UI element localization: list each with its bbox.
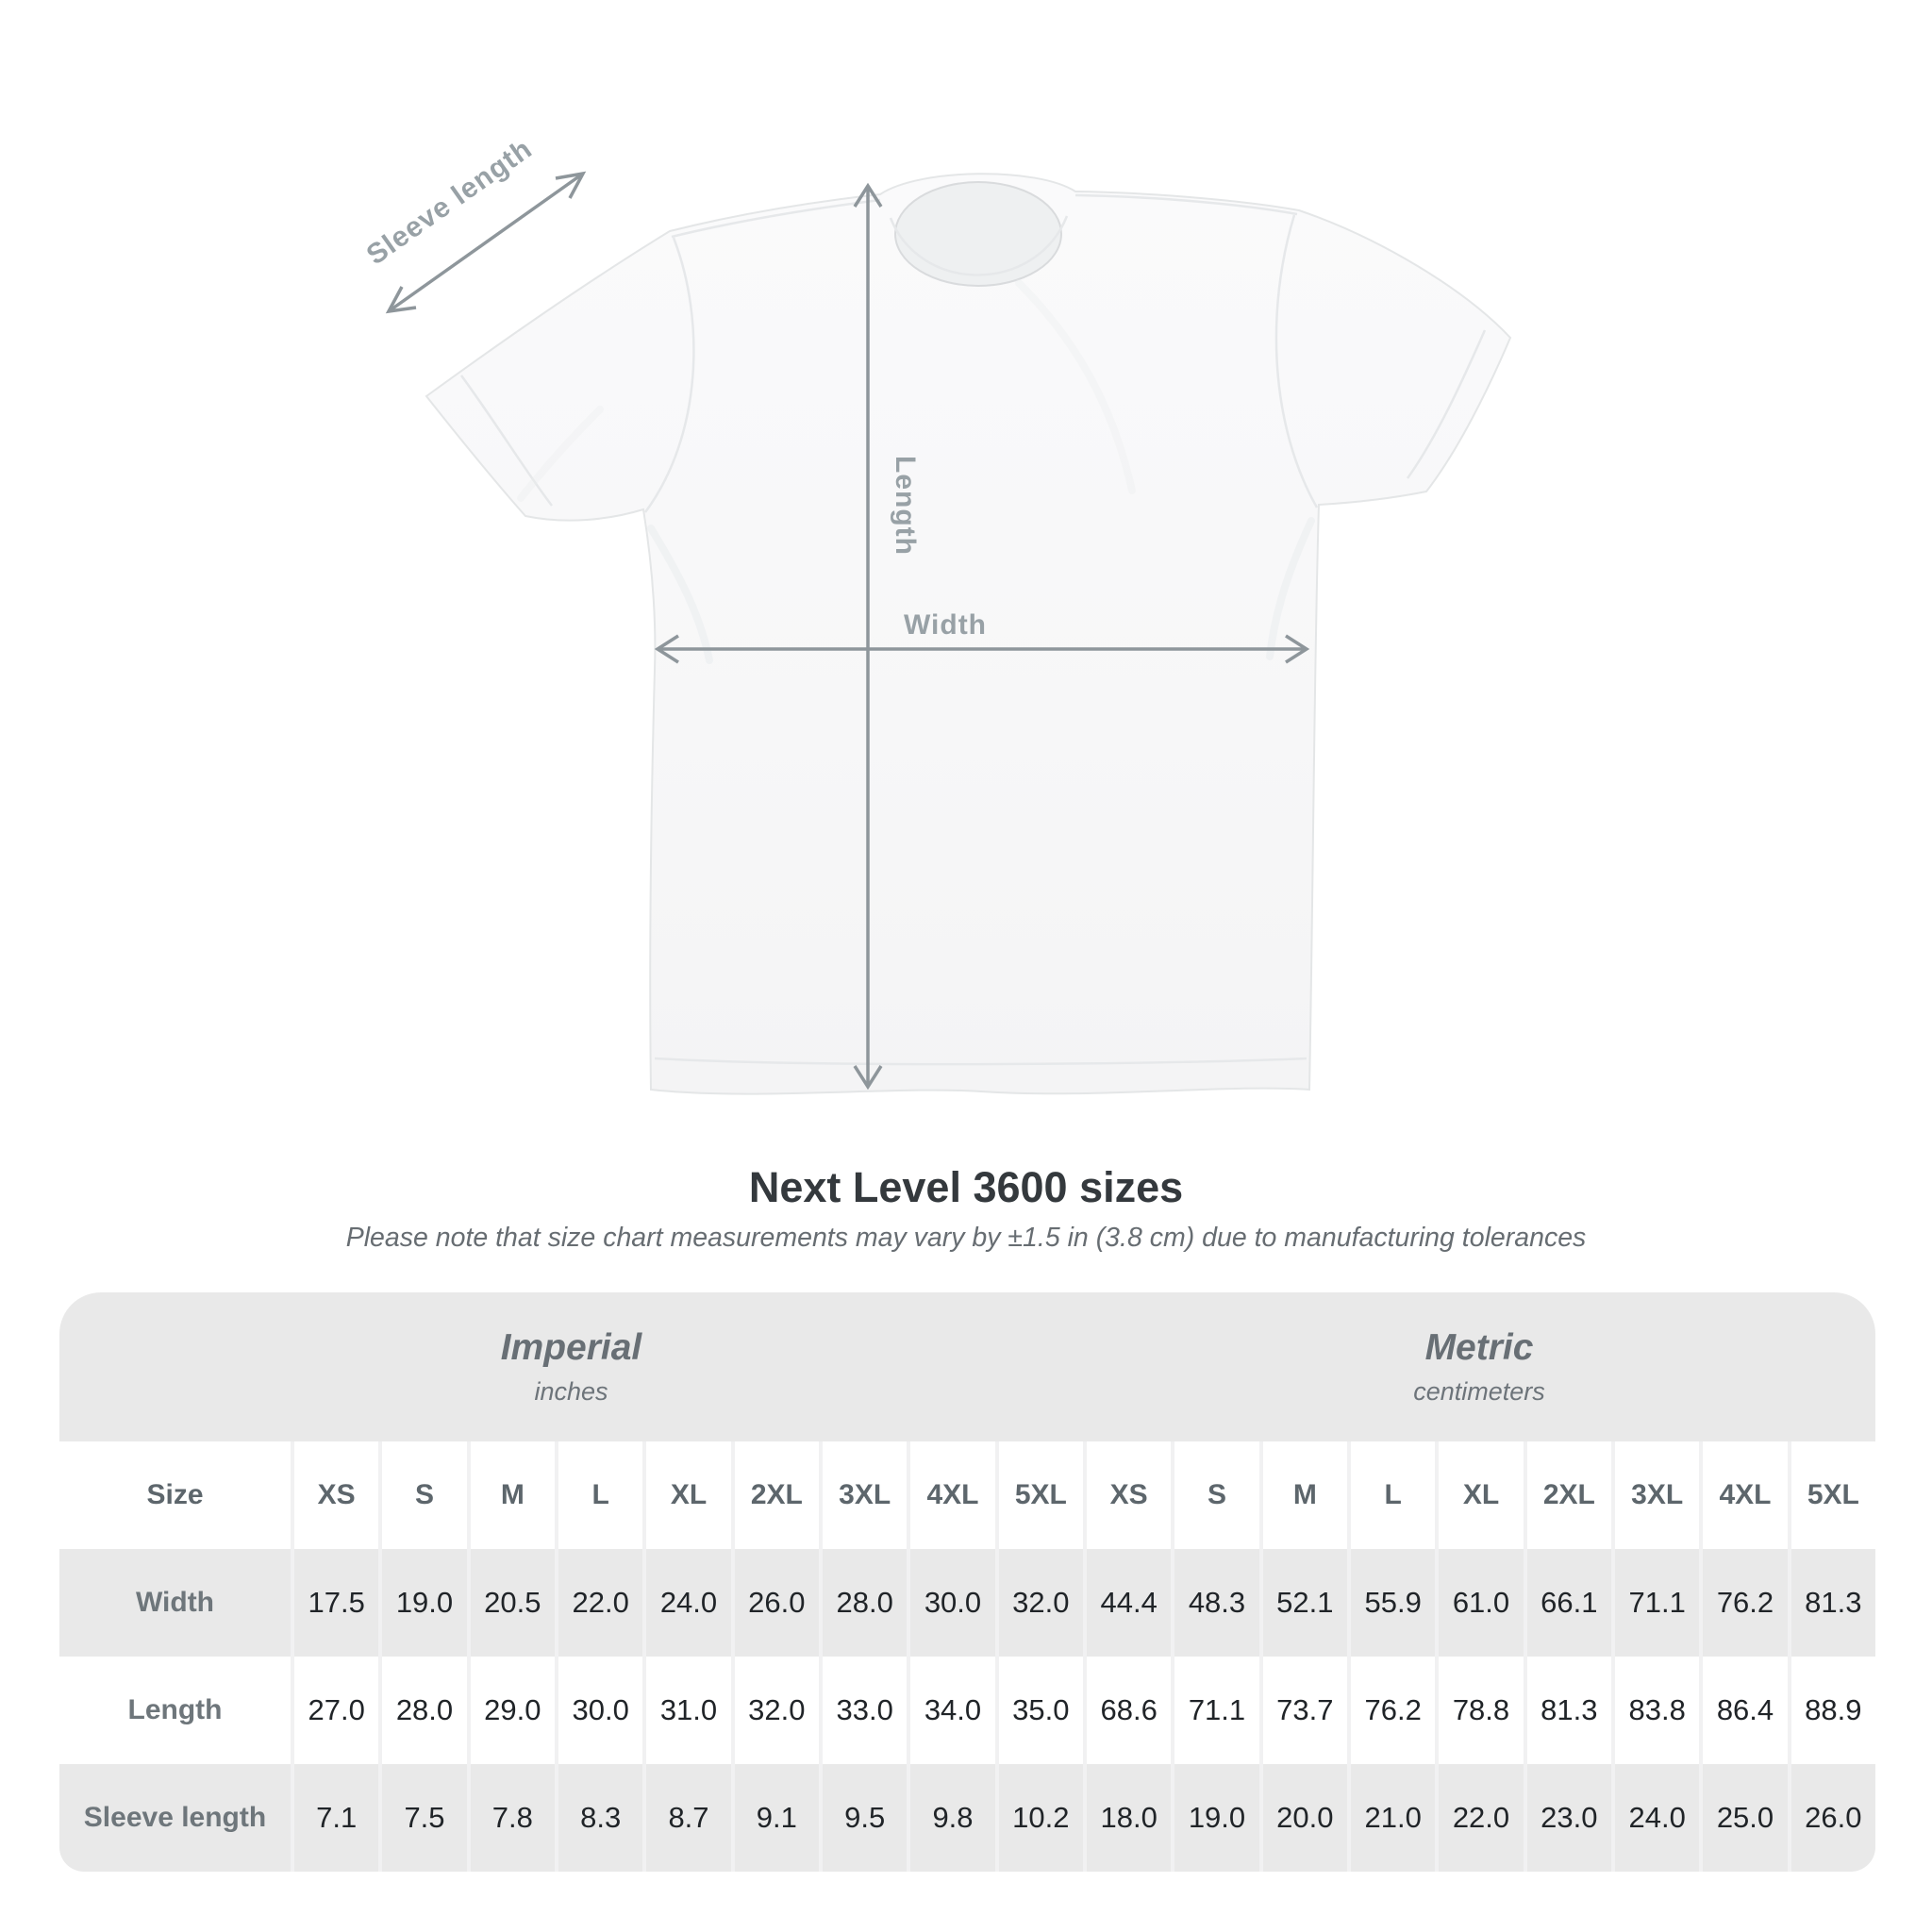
value-cell: 55.9 <box>1347 1549 1435 1657</box>
value-cell: 71.1 <box>1611 1549 1699 1657</box>
column-header-cell: S <box>1171 1441 1258 1549</box>
value-cell: 9.5 <box>819 1764 907 1872</box>
value-cell: 8.3 <box>555 1764 642 1872</box>
value-cell: 66.1 <box>1524 1549 1611 1657</box>
value-cell: 35.0 <box>995 1657 1083 1764</box>
size-header-row <box>59 1441 1875 1549</box>
value-cell: 73.7 <box>1259 1657 1347 1764</box>
column-header-cell: XL <box>1435 1441 1523 1549</box>
value-cell: 20.0 <box>1259 1764 1347 1872</box>
value-cell: 17.5 <box>291 1549 378 1657</box>
value-cell: 81.3 <box>1788 1549 1875 1657</box>
value-cell: 10.2 <box>995 1764 1083 1872</box>
value-cell: 76.2 <box>1347 1657 1435 1764</box>
value-cell: 7.8 <box>467 1764 555 1872</box>
column-header-cell: M <box>467 1441 555 1549</box>
value-cell: 20.5 <box>467 1549 555 1657</box>
row-label-cell: Width <box>135 1587 215 1618</box>
value-cell: 9.8 <box>907 1764 994 1872</box>
value-cell: 9.1 <box>731 1764 819 1872</box>
value-cell: 7.1 <box>291 1764 378 1872</box>
column-header-cell: XS <box>291 1441 378 1549</box>
column-header-cell: 2XL <box>731 1441 819 1549</box>
value-cell: 29.0 <box>467 1657 555 1764</box>
tshirt-collar <box>895 182 1061 286</box>
value-cell: 33.0 <box>819 1657 907 1764</box>
column-header-cell: XL <box>642 1441 730 1549</box>
value-cell: 26.0 <box>1788 1764 1875 1872</box>
tolerance-note: Please note that size chart measurements may vary by ±1.5 in (3.8 cm) due to manufacturing tolerances <box>345 1223 1587 1253</box>
value-cell: 83.8 <box>1611 1657 1699 1764</box>
value-cell: 28.0 <box>819 1549 907 1657</box>
column-header-cell: 5XL <box>995 1441 1083 1549</box>
value-cell: 19.0 <box>378 1549 466 1657</box>
value-cell: 78.8 <box>1435 1657 1523 1764</box>
value-cell: 28.0 <box>378 1657 466 1764</box>
width-label: Width <box>903 609 988 641</box>
column-header-cell: L <box>1347 1441 1435 1549</box>
column-header-cell: L <box>555 1441 642 1549</box>
column-header-cell: 2XL <box>1524 1441 1611 1549</box>
value-cell: 18.0 <box>1083 1764 1171 1872</box>
value-cell: 23.0 <box>1524 1764 1611 1872</box>
value-cell: 22.0 <box>1435 1764 1523 1872</box>
value-cell: 88.9 <box>1788 1657 1875 1764</box>
value-cell: 32.0 <box>731 1657 819 1764</box>
value-cell: 25.0 <box>1699 1764 1787 1872</box>
column-header-cell: M <box>1259 1441 1347 1549</box>
length-label: Length <box>890 456 921 556</box>
table-row <box>59 1549 1875 1657</box>
row-label-cell: Length <box>127 1694 223 1725</box>
metric-header: Metric <box>1424 1327 1534 1368</box>
column-header-cell: 5XL <box>1788 1441 1875 1549</box>
value-cell: 31.0 <box>642 1657 730 1764</box>
value-cell: 27.0 <box>291 1657 378 1764</box>
value-cell: 8.7 <box>642 1764 730 1872</box>
imperial-header: Imperial <box>500 1327 642 1368</box>
value-cell: 24.0 <box>1611 1764 1699 1872</box>
column-header-cell: 4XL <box>1699 1441 1787 1549</box>
column-header-cell: 3XL <box>1611 1441 1699 1549</box>
column-header-cell: S <box>378 1441 466 1549</box>
value-cell: 26.0 <box>731 1549 819 1657</box>
value-cell: 61.0 <box>1435 1549 1523 1657</box>
column-header-cell: 3XL <box>819 1441 907 1549</box>
page-title: Next Level 3600 sizes <box>748 1163 1184 1211</box>
metric-unit-label: centimeters <box>1413 1377 1545 1406</box>
value-cell: 34.0 <box>907 1657 994 1764</box>
value-cell: 30.0 <box>907 1549 994 1657</box>
size-table-body <box>59 1441 1875 1872</box>
value-cell: 71.1 <box>1171 1657 1258 1764</box>
value-cell: 81.3 <box>1524 1657 1611 1764</box>
size-table <box>59 1292 1875 1872</box>
row-label-cell: Sleeve length <box>83 1802 267 1833</box>
column-header-cell: XS <box>1083 1441 1171 1549</box>
unit-group-band <box>59 1292 1875 1441</box>
value-cell: 24.0 <box>642 1549 730 1657</box>
value-cell: 19.0 <box>1171 1764 1258 1872</box>
table-row <box>59 1764 1875 1872</box>
imperial-unit-label: inches <box>534 1377 608 1406</box>
value-cell: 52.1 <box>1259 1549 1347 1657</box>
value-cell: 68.6 <box>1083 1657 1171 1764</box>
value-cell: 32.0 <box>995 1549 1083 1657</box>
unit-group-imperial <box>59 1292 1083 1441</box>
sleeve-length-label: Sleeve length <box>360 133 539 272</box>
column-header-cell: 4XL <box>907 1441 994 1549</box>
unit-group-metric <box>1083 1292 1875 1441</box>
value-cell: 21.0 <box>1347 1764 1435 1872</box>
size-corner-header: Size <box>146 1479 204 1510</box>
value-cell: 86.4 <box>1699 1657 1787 1764</box>
table-row <box>59 1657 1875 1764</box>
value-cell: 22.0 <box>555 1549 642 1657</box>
value-cell: 76.2 <box>1699 1549 1787 1657</box>
value-cell: 44.4 <box>1083 1549 1171 1657</box>
value-cell: 48.3 <box>1171 1549 1258 1657</box>
value-cell: 30.0 <box>555 1657 642 1764</box>
value-cell: 7.5 <box>378 1764 466 1872</box>
